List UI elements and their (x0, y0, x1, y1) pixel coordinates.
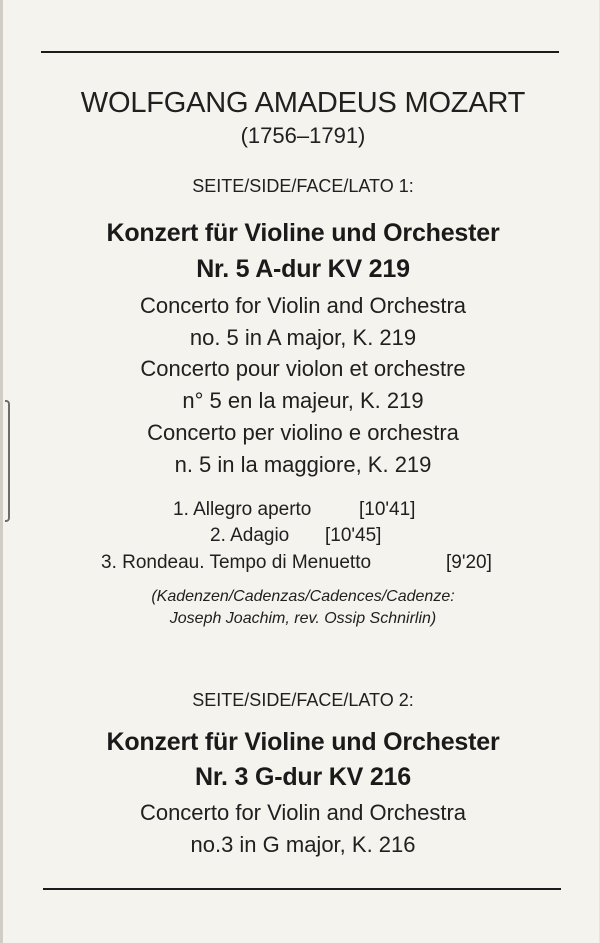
track-3-duration: [9'20] (446, 552, 492, 573)
track-3-title: 3. Rondeau. Tempo di Menuetto (101, 552, 372, 573)
side-1-title-it-line-2: n. 5 in la maggiore, K. 219 (174, 452, 432, 477)
side-2-label: SEITE/SIDE/FACE/LATO 2: (192, 690, 414, 710)
side-2-title-de-line-1: Konzert für Violine und Orchester (106, 728, 500, 756)
composer-lifespan: (1756–1791) (240, 123, 366, 148)
side-1-title-fr-line-2: n° 5 en la majeur, K. 219 (182, 388, 424, 413)
top-rule (41, 51, 559, 53)
side-2-title-en-line-1: Concerto for Violin and Orchestra (139, 800, 467, 825)
side-1-label: SEITE/SIDE/FACE/LATO 1: (192, 176, 414, 196)
side-1-title-fr-line-1: Concerto pour violon et orchestre (140, 356, 466, 381)
bottom-rule (43, 888, 561, 890)
track-2-title: 2. Adagio (210, 525, 290, 546)
side-1-title-en-line-2: no. 5 in A major, K. 219 (189, 325, 417, 350)
track-1-title: 1. Allegro aperto (173, 499, 312, 520)
side-2-title-de-line-2: Nr. 3 G-dur KV 216 (195, 763, 411, 791)
side-2-title-en-line-2: no.3 in G major, K. 216 (190, 832, 416, 857)
track-2-duration: [10'45] (325, 525, 382, 546)
track-1-duration: [10'41] (359, 499, 416, 520)
side-1-title-it-line-1: Concerto per violino e orchestra (147, 420, 459, 445)
cadenzas-note-line-2: Joseph Joachim, rev. Ossip Schnirlin) (169, 610, 437, 627)
side-1-title-en-line-1: Concerto for Violin and Orchestra (139, 293, 467, 318)
side-1-title-de-line-1: Konzert für Violine und Orchester (106, 219, 500, 247)
cadenzas-note-line-1: (Kadenzen/Cadenzas/Cadences/Cadenze: (151, 588, 455, 605)
side-1-title-de-line-2: Nr. 5 A-dur KV 219 (196, 255, 410, 283)
composer-name: WOLFGANG AMADEUS MOZART (80, 87, 526, 119)
